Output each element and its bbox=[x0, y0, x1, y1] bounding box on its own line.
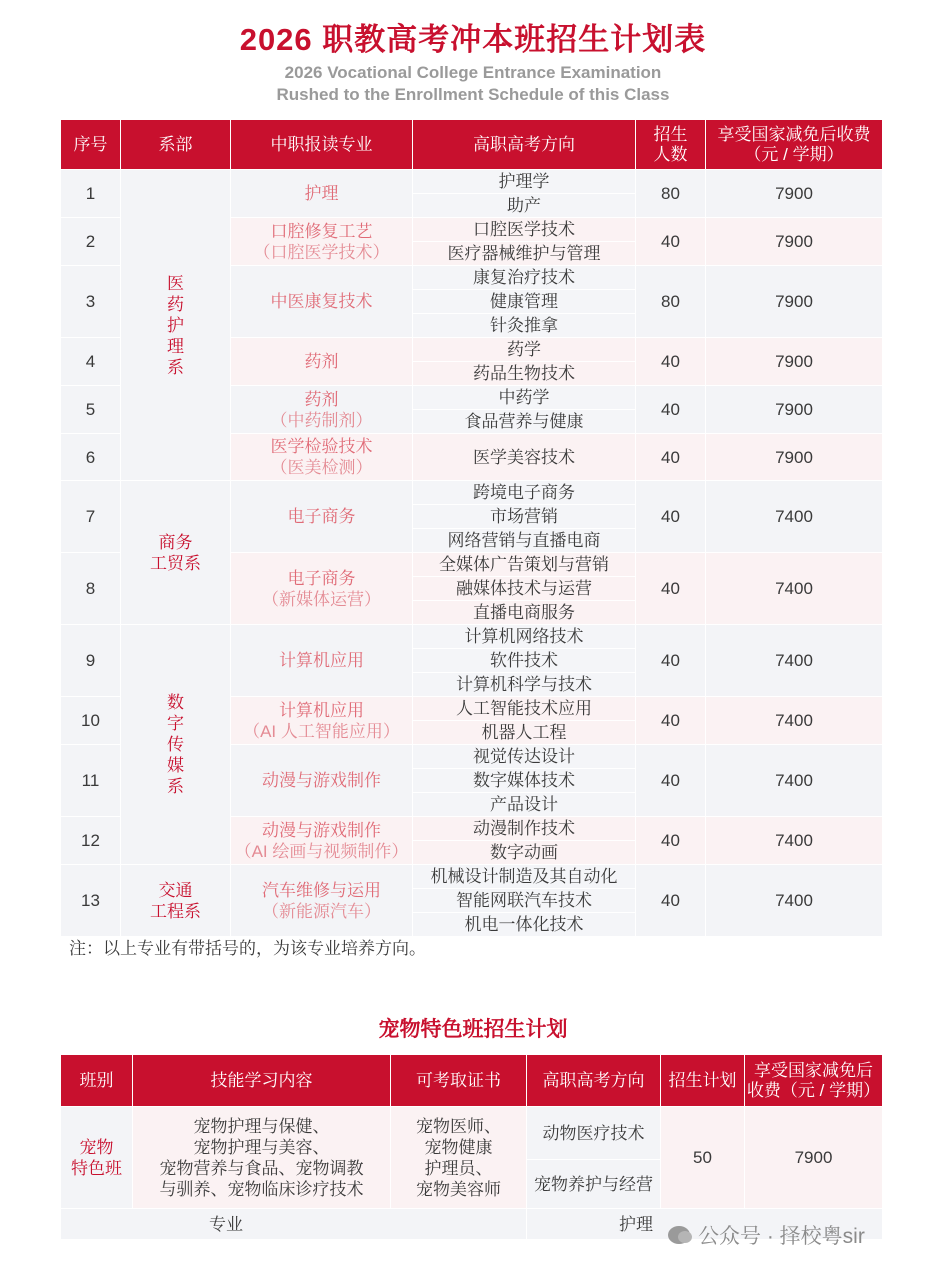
direction-cell: 药学 bbox=[413, 338, 636, 362]
subtitle-line-2: Rushed to the Enrollment Schedule of this Class bbox=[276, 85, 670, 104]
row-number: 8 bbox=[61, 553, 121, 625]
pet-header-direction: 高职高考方向 bbox=[527, 1055, 661, 1107]
major-cell bbox=[231, 697, 413, 745]
pet-direction: 动物医疗技术 bbox=[527, 1107, 661, 1160]
direction-cell: 网络营销与直播电商 bbox=[413, 529, 636, 553]
seats-cell: 40 bbox=[636, 386, 706, 434]
pet-header-certs: 可考取证书 bbox=[391, 1055, 527, 1107]
fee-cell: 7400 bbox=[706, 625, 883, 697]
pet-fee: 7900 bbox=[745, 1107, 883, 1209]
row-number: 4 bbox=[61, 338, 121, 386]
direction-cell: 软件技术 bbox=[413, 649, 636, 673]
subtitle-line-1: 2026 Vocational College Entrance Examination bbox=[284, 63, 662, 82]
pet-class-table bbox=[60, 1054, 883, 1240]
department-line: 工贸系 bbox=[150, 553, 201, 573]
major-name: 药剂 bbox=[304, 389, 339, 409]
department-char: 系 bbox=[167, 777, 184, 796]
seats-cell: 40 bbox=[636, 434, 706, 481]
note-row bbox=[61, 937, 883, 961]
pet-section-title: 宠物特色班招生计划 bbox=[378, 1018, 568, 1041]
department-cell bbox=[121, 865, 231, 937]
pet-header-class: 班别 bbox=[61, 1055, 133, 1107]
major-name: 计算机应用 bbox=[279, 700, 364, 720]
direction-cell: 数字动画 bbox=[413, 841, 636, 865]
seats-cell: 40 bbox=[636, 218, 706, 266]
major-name: 计算机应用 bbox=[279, 651, 364, 670]
fee-cell: 7900 bbox=[706, 266, 883, 338]
seats-cell: 40 bbox=[636, 625, 706, 697]
major-track: （AI 人工智能应用） bbox=[243, 721, 400, 741]
major-track: （医美检测） bbox=[270, 458, 373, 477]
direction-cell: 直播电商服务 bbox=[413, 601, 636, 625]
major-track: （新媒体运营） bbox=[262, 589, 381, 609]
seats-cell: 80 bbox=[636, 170, 706, 218]
enrollment-table bbox=[60, 119, 883, 961]
table-row bbox=[61, 865, 883, 889]
major-cell bbox=[231, 553, 413, 625]
direction-cell: 全媒体广告策划与营销 bbox=[413, 553, 636, 577]
major-track: （AI 绘画与视频制作） bbox=[234, 841, 409, 861]
major-cell bbox=[231, 338, 413, 386]
direction-cell: 智能网联汽车技术 bbox=[413, 889, 636, 913]
direction-cell: 融媒体技术与运营 bbox=[413, 577, 636, 601]
major-name: 汽车维修与运用 bbox=[262, 880, 381, 900]
direction-cell: 视觉传达设计 bbox=[413, 745, 636, 769]
pet-footer-left: 专业 bbox=[61, 1209, 527, 1240]
fee-cell: 7400 bbox=[706, 865, 883, 937]
direction-cell: 护理学 bbox=[413, 170, 636, 194]
direction-cell: 助产 bbox=[413, 194, 636, 218]
department-char: 系 bbox=[167, 357, 184, 377]
direction-cell: 机器人工程 bbox=[413, 721, 636, 745]
pet-header-row bbox=[61, 1055, 883, 1107]
direction-cell: 动漫制作技术 bbox=[413, 817, 636, 841]
fee-cell: 7400 bbox=[706, 697, 883, 745]
wechat-icon bbox=[668, 1226, 690, 1244]
department-cell bbox=[121, 481, 231, 625]
fee-cell: 7900 bbox=[706, 386, 883, 434]
direction-cell: 食品营养与健康 bbox=[413, 410, 636, 434]
pet-row bbox=[61, 1107, 883, 1160]
major-cell bbox=[231, 170, 413, 218]
table-row bbox=[61, 481, 883, 505]
row-number: 12 bbox=[61, 817, 121, 865]
fee-cell: 7900 bbox=[706, 338, 883, 386]
row-number: 3 bbox=[61, 266, 121, 338]
direction-cell: 计算机网络技术 bbox=[413, 625, 636, 649]
header-fee: 享受国家减免后收费 （元 / 学期） bbox=[706, 120, 883, 170]
direction-cell: 中药学 bbox=[413, 386, 636, 410]
header-direction: 高职高考方向 bbox=[413, 120, 636, 170]
pet-header-fee: 享受国家减免后 收费（元 / 学期） bbox=[745, 1055, 883, 1107]
major-cell bbox=[231, 481, 413, 553]
row-number: 13 bbox=[61, 865, 121, 937]
pet-plan: 50 bbox=[661, 1107, 745, 1209]
department-cell bbox=[121, 625, 231, 865]
department-char: 媒 bbox=[167, 756, 184, 775]
department-cell bbox=[121, 170, 231, 481]
row-number: 10 bbox=[61, 697, 121, 745]
watermark bbox=[668, 1220, 865, 1250]
major-track: （口腔医学技术） bbox=[253, 242, 390, 262]
row-number: 5 bbox=[61, 386, 121, 434]
direction-cell: 药品生物技术 bbox=[413, 362, 636, 386]
direction-cell: 针灸推拿 bbox=[413, 314, 636, 338]
major-cell bbox=[231, 266, 413, 338]
table-row bbox=[61, 170, 883, 194]
major-cell bbox=[231, 218, 413, 266]
major-cell bbox=[231, 745, 413, 817]
pet-header-plan: 招生计划 bbox=[661, 1055, 745, 1107]
table-note: 注：以上专业有带括号的，为该专业培养方向。 bbox=[61, 937, 883, 961]
row-number: 9 bbox=[61, 625, 121, 697]
fee-cell: 7400 bbox=[706, 817, 883, 865]
major-name: 中医康复技术 bbox=[270, 292, 373, 311]
major-cell bbox=[231, 434, 413, 481]
pet-direction: 宠物养护与经营 bbox=[527, 1160, 661, 1209]
direction-cell: 医学美容技术 bbox=[413, 434, 636, 481]
header-major: 中职报读专业 bbox=[231, 120, 413, 170]
major-name: 动漫与游戏制作 bbox=[262, 820, 381, 840]
major-name: 口腔修复工艺 bbox=[270, 221, 373, 241]
seats-cell: 40 bbox=[636, 745, 706, 817]
seats-cell: 40 bbox=[636, 817, 706, 865]
seats-cell: 80 bbox=[636, 266, 706, 338]
seats-cell: 40 bbox=[636, 865, 706, 937]
department-line: 交通 bbox=[158, 880, 193, 900]
direction-cell: 市场营销 bbox=[413, 505, 636, 529]
major-cell bbox=[231, 865, 413, 937]
direction-cell: 产品设计 bbox=[413, 793, 636, 817]
table-row bbox=[61, 625, 883, 649]
fee-cell: 7900 bbox=[706, 218, 883, 266]
major-name: 药剂 bbox=[304, 352, 339, 371]
pet-footer-right: 护理 bbox=[527, 1209, 883, 1240]
direction-cell: 数字媒体技术 bbox=[413, 769, 636, 793]
department-char: 字 bbox=[167, 714, 184, 733]
pet-header-skills: 技能学习内容 bbox=[133, 1055, 391, 1107]
page-title: 2026 职教高考冲本班招生计划表 bbox=[239, 22, 707, 57]
major-cell bbox=[231, 386, 413, 434]
row-number: 7 bbox=[61, 481, 121, 553]
table-header-row bbox=[61, 120, 883, 170]
row-number: 1 bbox=[61, 170, 121, 218]
department-char: 理 bbox=[167, 336, 184, 356]
watermark-text: 公众号 · 择校粤sir bbox=[698, 1225, 865, 1248]
seats-cell: 40 bbox=[636, 481, 706, 553]
header-seats: 招生 人数 bbox=[636, 120, 706, 170]
fee-cell: 7400 bbox=[706, 745, 883, 817]
direction-cell: 口腔医学技术 bbox=[413, 218, 636, 242]
department-char: 传 bbox=[167, 735, 184, 754]
page-subtitle bbox=[0, 62, 946, 106]
major-name: 医学检验技术 bbox=[270, 437, 373, 456]
major-cell bbox=[231, 817, 413, 865]
seats-cell: 40 bbox=[636, 338, 706, 386]
major-track: （中药制剂） bbox=[270, 410, 373, 430]
pet-certificates: 宠物医师、 宠物健康 护理员、 宠物美容师 bbox=[391, 1107, 527, 1209]
row-number: 2 bbox=[61, 218, 121, 266]
row-number: 11 bbox=[61, 745, 121, 817]
major-name: 电子商务 bbox=[287, 568, 356, 588]
major-name: 电子商务 bbox=[287, 507, 356, 526]
direction-cell: 跨境电子商务 bbox=[413, 481, 636, 505]
header-no: 序号 bbox=[61, 120, 121, 170]
department-line: 工程系 bbox=[150, 901, 201, 921]
direction-cell: 健康管理 bbox=[413, 290, 636, 314]
fee-cell: 7900 bbox=[706, 170, 883, 218]
direction-cell: 机电一体化技术 bbox=[413, 913, 636, 937]
fee-cell: 7900 bbox=[706, 434, 883, 481]
seats-cell: 40 bbox=[636, 697, 706, 745]
seats-cell: 40 bbox=[636, 553, 706, 625]
department-char: 数 bbox=[167, 693, 184, 712]
direction-cell: 计算机科学与技术 bbox=[413, 673, 636, 697]
major-cell bbox=[231, 625, 413, 697]
major-name: 护理 bbox=[304, 184, 339, 203]
department-char: 药 bbox=[167, 294, 184, 314]
row-number: 6 bbox=[61, 434, 121, 481]
major-track: （新能源汽车） bbox=[262, 901, 381, 921]
department-char: 护 bbox=[167, 315, 184, 335]
header-department: 系部 bbox=[121, 120, 231, 170]
direction-cell: 机械设计制造及其自动化 bbox=[413, 865, 636, 889]
major-name: 动漫与游戏制作 bbox=[262, 771, 381, 790]
fee-cell: 7400 bbox=[706, 481, 883, 553]
department-char: 医 bbox=[167, 273, 184, 293]
direction-cell: 人工智能技术应用 bbox=[413, 697, 636, 721]
fee-cell: 7400 bbox=[706, 553, 883, 625]
direction-cell: 康复治疗技术 bbox=[413, 266, 636, 290]
department-line: 商务 bbox=[158, 532, 193, 552]
direction-cell: 医疗器械维护与管理 bbox=[413, 242, 636, 266]
pet-class-name: 宠物 特色班 bbox=[61, 1107, 133, 1209]
pet-skills: 宠物护理与保健、 宠物护理与美容、 宠物营养与食品、宠物调教 与驯养、宠物临床诊疗技术 bbox=[133, 1107, 391, 1209]
